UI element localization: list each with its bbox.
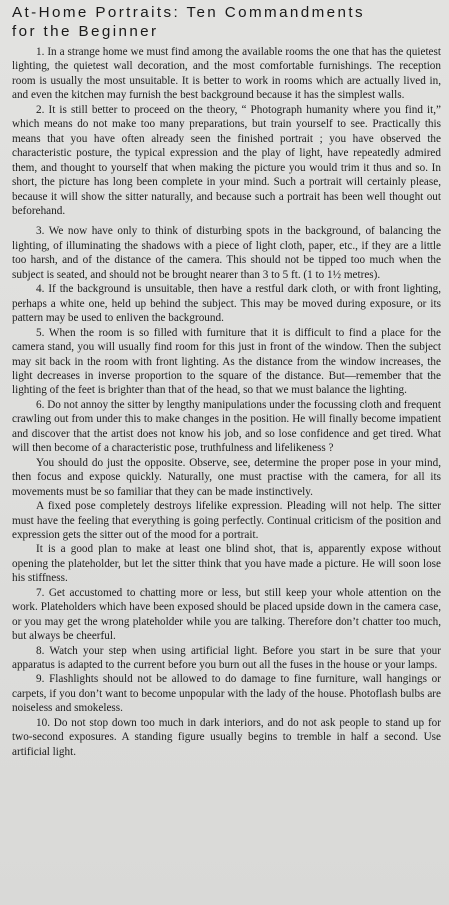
paragraph: 10. Do not stop down too much in dark interiors, and do not ask people to stand up for two-second exposures. A standing figure usually begins to tremble in half a second. Use artificial light.	[12, 716, 441, 758]
paragraph: It is a good plan to make at least one blind shot, that is, apparently expose without opening the plateholder, but let the sitter think that you have made a picture. He will soon lose his stiffness.	[12, 543, 441, 585]
paragraph: You should do just the opposite. Observe, see, determine the proper pose in your mind, then focus and expose quickly. Naturally, one must practise with the camera, for all its movements must be so familiar that they can be made instinctively.	[12, 456, 441, 498]
paragraph: A fixed pose completely destroys lifelike expression. Pleading will not help. The sitter must have the feeling that everything is going perfectly. Continual criticism of the position and expression gets the sitter out of the mood for a portrait.	[12, 500, 441, 541]
paragraph: 4. If the background is unsuitable, then have a restful dark cloth, or with front lighting, perhaps a white one, held up behind the subject. This may be moved during exposure, or its pattern may be used to enliven the background.	[12, 283, 441, 325]
paragraph: 9. Flashlights should not be allowed to do damage to fine furniture, wall hangings or carpets, if you don’t want to become unpopular with the lady of the house. Photoflash bulbs are noiseless and smokeless.	[12, 673, 441, 715]
paragraph: 6. Do not annoy the sitter by lengthy manipulations under the focussing cloth and frequent crawling out from under this to make changes in the position. He will finally become impatient and discover that the artist does not know his job, and so lose confidence and get tired. What will then become of a characteristic pose, truthfulness and lifelikeness ?	[12, 398, 441, 455]
title-line-2: for the Beginner	[12, 23, 159, 40]
article-title	[12, 3, 441, 41]
paragraph: 8. Watch your step when using artificial light. Before you start in be sure that your apparatus is adapted to the current before you burn out all the fuses in the house or your lamps.	[12, 644, 441, 672]
paragraph: 5. When the room is so filled with furniture that it is difficult to find a place for the camera stand, you will usually find room for this just in front of the window. Then the subject may sit back in the room with front lighting. As the distance from the window increases, the light decreases in inverse proportion to the square of the distance. But—remember that the lighting of the feet is brighter than that of the head, so that we must balance the lighting.	[12, 326, 441, 397]
title-line-1: At-Home Portraits: Ten Commandments	[12, 4, 365, 21]
paragraph: 3. We now have only to think of disturbing spots in the background, of balancing the lighting, of illuminating the shadows with a piece of light cloth, paper, etc., if they are a little too harsh, and of the distance of the camera. This should not be tipped too much when the subject is seated, and should not be brought nearer than 3 to 5 ft. (1 to 1½ metres).	[12, 225, 441, 281]
paragraph: 2. It is still better to proceed on the theory, “ Photograph humanity where you find it,” which means do not make too many preparations, but train yourself to see. Practically this means that you have often already seen the finished portrait ; you have observed the characteristic posture, the typical expression and the play of light, have repeatedly admired them, and thought to yourself that when making the picture you would trim it thus and so. In short, the picture has long been complete in your mind. Such a portrait will certainly please, because it will show the sitter naturally, and because such a portrait has been well thought out beforehand.	[12, 103, 441, 217]
paragraph: 7. Get accustomed to chatting more or less, but still keep your whole attention on the work. Plateholders which have been exposed should be placed upside down in the camera case, or you may get the wrong plateholder while you are talking. Therefore don’t chatter too much, but always be cheerful.	[12, 586, 441, 643]
article-body-part-1	[12, 45, 441, 218]
article-body-part-2	[12, 224, 441, 759]
paragraph: 1. In a strange home we must find among the available rooms the one that has the quietest lighting, the quietest wall decoration, and the most comfortable furnishings. The reception room is usually the most unsuitable. It is better to work in rooms which are actually lived in, and even the kitchen may furnish the best background because it has the simplest walls.	[12, 46, 441, 102]
